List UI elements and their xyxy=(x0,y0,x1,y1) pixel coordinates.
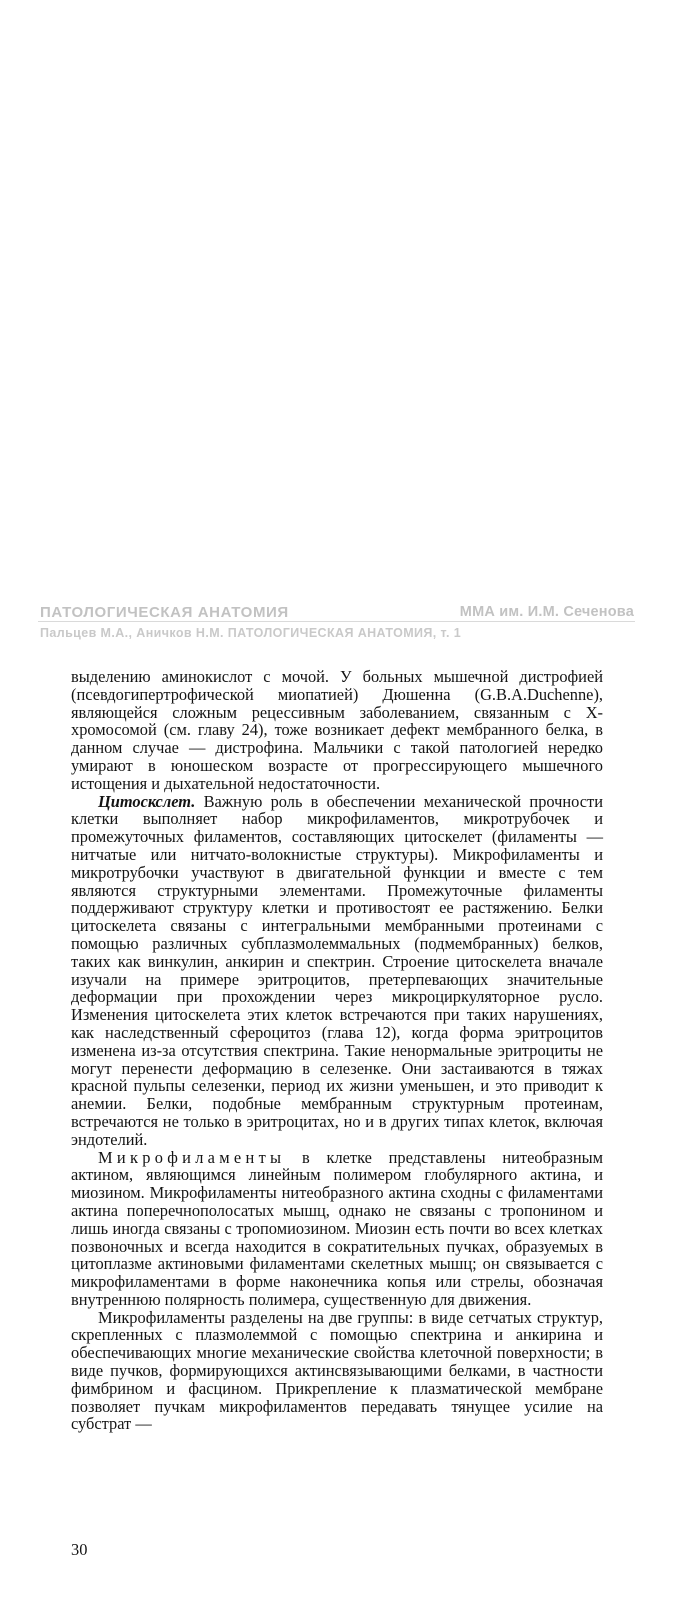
term-microfilaments: Микрофиламенты xyxy=(98,1147,286,1167)
header-institution: ММА им. И.М. Сеченова xyxy=(459,604,634,620)
paragraph-continuation xyxy=(71,668,603,793)
paragraph-text: в клетке представлены нитеобразным актином, являющимся линейным полимером глобулярного актина, и миозином. Микрофиламенты нитеобразного актина сходны с филаментами актина поперечнополосатых мышц, однако не связаны с тропонином и лишь иногда связаны с тропомиозином. Миозин есть почти во всех клетках позвоночных и всегда находится в сократительных пучках, образуемых в цитоплазме актиновыми филаментами скелетных мышц; он связывается с микрофиламентами в форме наконечника копья или стрелы, обозначая внутреннюю полярность полимера, существенную для движения. xyxy=(71,1147,603,1309)
term-cytoskeleton: Цитоскслет. xyxy=(98,791,196,811)
paragraph-cytoskeleton xyxy=(71,793,603,1149)
paragraph-text: Микрофиламенты разделены на две группы: в виде сетчатых структур, скрепленных с плазмолеммой с помощью спектрина и анкирина и обеспечивающих многие механические свойства клеточной поверхности; в виде пучков, формирующихся актинсвязывающими белками, в частности фимбрином и фасцином. Прикрепление к плазматической мембране позволяет пучкам микрофиламентов передавать тянущее усилие на субстрат — xyxy=(71,1307,603,1434)
paragraph-microfilament-groups xyxy=(71,1309,603,1434)
page-number: 30 xyxy=(71,1540,88,1559)
paragraph-text: Важную роль в обеспечении механической прочности клетки выполняет набор микрофиламентов, микротрубочек и промежуточных филаментов, составляющих цитоскелет (филаменты — нитчатые или нитчато-волокнистые структуры). Микрофиламенты и микротрубочки участвуют в двигательной функции и вместе с тем являются структурными элементами. Промежуточные филаменты поддерживают структуру клетки и противостоят ее растяжению. Белки цитоскелета связаны с интегральными мембранными протеинами с помощью различных субплазмолеммальных (подмембранных) белков, таких как винкулин, анкирин и спектрин. Строение цитоскелета вначале изучали на примере эритроцитов, претерпевающих значительные деформации при прохождении через микроциркуляторное русло. Изменения цитоскелета этих клеток встречаются при таких нарушениях, как наследственный сфероцитоз (глава 12), когда форма эритроцитов изменена из-за отсутствия спектрина. Такие ненормальные эритроциты не могут перенести деформацию в селезенке. Они застаиваются в тяжах красной пульпы селезенки, период их жизни уменьшен, и это приводит к анемии. Белки, подобные мембранным структурным протеинам, встречаются не только в эритроцитах, но и в других типах клеток, включая эндотелий. xyxy=(71,791,603,1149)
header-divider xyxy=(38,621,635,622)
body-text xyxy=(71,668,603,1433)
header-book-title: ПАТОЛОГИЧЕСКАЯ АНАТОМИЯ xyxy=(40,604,289,621)
paragraph-microfilaments xyxy=(71,1149,603,1309)
header-authors-line: Пальцев М.А., Аничков Н.М. ПАТОЛОГИЧЕСКАЯ АНАТОМИЯ, т. 1 xyxy=(40,626,462,640)
paragraph-text: выделению аминокислот с мочой. У больных мышечной дистрофией (псевдогипертрофической миопатией) Дюшенна (G.B.A.Duchenne), являющейся сложным рецессивным заболеванием, связанным с Х-хромосомой (см. главу 24), тоже возникает дефект мембранного белка, в данном случае — дистрофина. Мальчики с такой патологией нередко умирают в юношеском возрасте от прогрессирующего мышечного истощения и дыхательной недостаточности. xyxy=(71,667,603,793)
